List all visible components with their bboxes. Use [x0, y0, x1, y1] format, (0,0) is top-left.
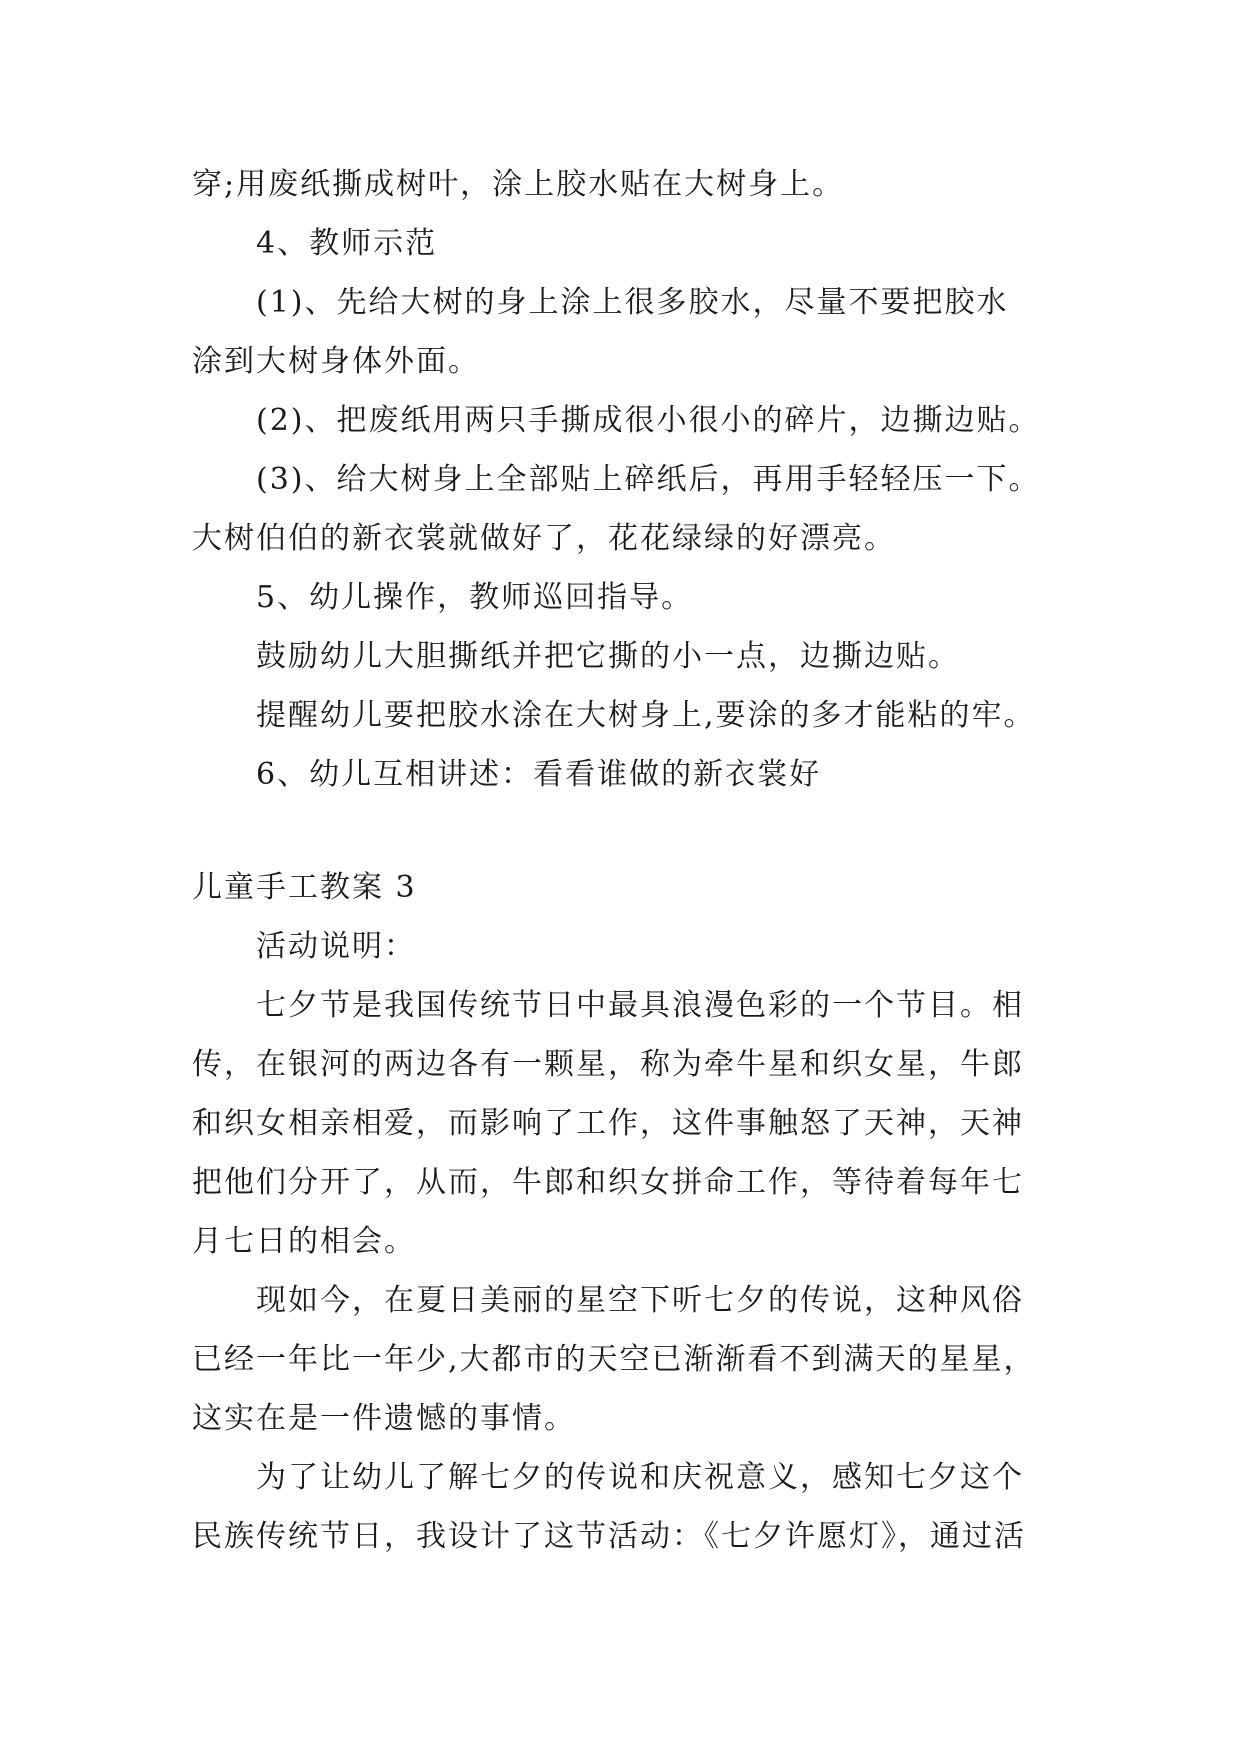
- paragraph-line: 涂到大树身体外面。: [192, 344, 480, 379]
- paragraph-line: 鼓励幼儿大胆撕纸并把它撕的小一点，边撕边贴。: [256, 639, 960, 674]
- paragraph-line: 月七日的相会。: [192, 1224, 416, 1259]
- paragraph-line: 现如今，在夏日美丽的星空下听七夕的传说，这种风俗: [256, 1283, 1024, 1318]
- paragraph-line: (1)、先给大树的身上涂上很多胶水，尽量不要把胶水: [256, 285, 1009, 320]
- paragraph-line: 这实在是一件遗憾的事情。: [192, 1401, 576, 1436]
- paragraph-line: 七夕节是我国传统节日中最具浪漫色彩的一个节目。相: [256, 988, 1024, 1023]
- subsection-label: 活动说明：: [256, 929, 416, 964]
- paragraph-line: (3)、给大树身上全部贴上碎纸后，再用手轻轻压一下。: [256, 462, 1041, 497]
- step-heading: 5、幼儿操作，教师巡回指导。: [256, 580, 694, 615]
- step-heading: 4、教师示范: [256, 226, 438, 261]
- paragraph-line: 把他们分开了，从而，牛郎和织女拼命工作，等待着每年七: [192, 1165, 1024, 1200]
- paragraph-line: 已经一年比一年少,大都市的天空已渐渐看不到满天的星星，: [192, 1342, 1036, 1377]
- paragraph-line: (2)、把废纸用两只手撕成很小很小的碎片，边撕边贴。: [256, 403, 1041, 438]
- paragraph-line: 大树伯伯的新衣裳就做好了，花花绿绿的好漂亮。: [192, 521, 896, 556]
- paragraph-line: 传，在银河的两边各有一颗星，称为牵牛星和织女星，牛郎: [192, 1047, 1024, 1082]
- paragraph-line: 提醒幼儿要把胶水涂在大树身上,要涂的多才能粘的牢。: [256, 698, 1036, 733]
- paragraph-line: 和织女相亲相爱，而影响了工作，这件事触怒了天神，天神: [192, 1106, 1024, 1141]
- step-heading: 6、幼儿互相讲述：看看谁做的新衣裳好: [256, 757, 822, 792]
- paragraph-line: 民族传统节日，我设计了这节活动：《七夕许愿灯》，通过活: [192, 1519, 1026, 1554]
- paragraph-line: 穿;用废纸撕成树叶，涂上胶水贴在大树身上。: [192, 167, 845, 202]
- paragraph-line: 为了让幼儿了解七夕的传说和庆祝意义，感知七夕这个: [256, 1460, 1024, 1495]
- section-title: 儿童手工教案 3: [192, 870, 417, 905]
